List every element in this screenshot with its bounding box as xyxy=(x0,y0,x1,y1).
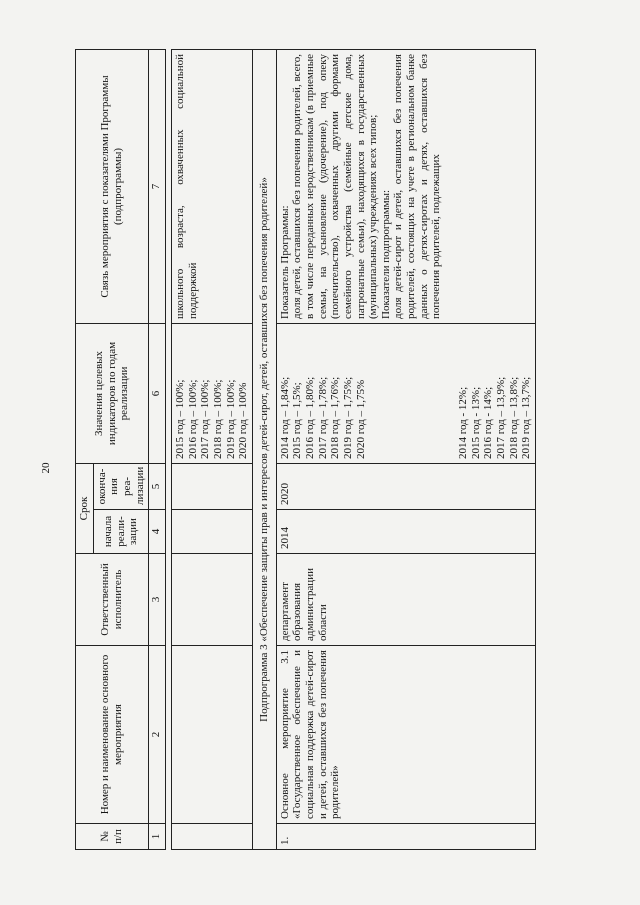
subprogram-title: Подпрограмма 3 «Обеспечение защиты прав и интересов детей-сирот, детей, оставшихся без попечения родителей» xyxy=(253,50,277,850)
table-row xyxy=(172,50,253,850)
column-number: 7 xyxy=(149,50,166,324)
subprogram-indicator-title: Показатели подпрограммы: xyxy=(379,189,392,319)
row-number: 1. xyxy=(276,824,535,850)
header-executor: Ответственный исполнитель xyxy=(76,554,149,646)
link-cell: школьного возраста, охваченных социальной поддержкой xyxy=(172,50,253,324)
column-number: 2 xyxy=(149,646,166,824)
subprogram-indicator-text: доля детей-сирот и детей, оставшихся без попечения родителей, состоящих на учете в региональном банке данных о детях-сиротах и детях, оставшихся без попечения родителей, подлежащих xyxy=(392,54,443,319)
targets-subprogram: 2014 год - 12%; 2015 год - 13%; 2016 год - 14%; 2017 год – 13,9%; 2018 год – 13,8%; 2019 год – 13,7%; xyxy=(457,376,533,459)
header-start: начала реали- зации xyxy=(93,510,149,554)
program-indicator-title: Показатель Программы: xyxy=(278,205,291,319)
program-activities-table xyxy=(75,49,536,850)
activity-name: Основное мероприятие 3.1 «Государственное обеспечение и социальная поддержка детей-сирот и детей, оставшихся без попечения родителей» xyxy=(276,646,535,824)
targets-program: 2014 год – 1,84%; 2015 год – 1,5%; 2016 год – 1,80%; 2017 год – 1,78%; 2018 год – 1,76%; 2019 год – 1,75%; 2020 год – 1,75% xyxy=(278,376,367,459)
cell-empty xyxy=(172,824,253,850)
header-end: оконча- ния реа- лизации xyxy=(93,464,149,510)
column-number: 1 xyxy=(149,824,166,850)
cell-empty xyxy=(172,554,253,646)
column-number: 5 xyxy=(149,464,166,510)
page-number: 20 xyxy=(40,462,52,474)
cell-empty xyxy=(172,646,253,824)
cell-empty xyxy=(172,510,253,554)
link-cell xyxy=(276,50,535,324)
document-table-container xyxy=(75,50,565,850)
header-targets: Значения целевых индикаторов по годам реализации xyxy=(76,324,149,464)
column-number: 6 xyxy=(149,324,166,464)
header-num: № п/п xyxy=(76,824,149,850)
executor-name: департамент образования администрации области xyxy=(276,554,535,646)
targets-cell: 2015 год – 100%; 2016 год – 100%; 2017 год – 100%; 2018 год – 100%; 2019 год – 100%; 2020 год – 100% xyxy=(172,324,253,464)
header-term: Срок xyxy=(76,464,94,554)
table-row xyxy=(276,50,535,850)
targets-cell xyxy=(276,324,535,464)
header-name: Номер и наименование основного мероприятия xyxy=(76,646,149,824)
column-number: 3 xyxy=(149,554,166,646)
column-number: 4 xyxy=(149,510,166,554)
cell-empty xyxy=(172,464,253,510)
start-year: 2014 xyxy=(276,510,535,554)
end-year: 2020 xyxy=(276,464,535,510)
program-indicator-text: доля детей, оставшихся без попечения родителей, всего, в том числе переданных неродственникам (в приемные семьи, на усыновление (удочерение), под опеку (попечительство), охваченных другими формами семейного устройства (семейные детские дома, патронатные семьи), находящихся в государственных (муниципальных) учреждениях всех типов; xyxy=(291,54,380,319)
header-link: Связь мероприятия с показателями Программы (подпрограммы) xyxy=(76,50,149,324)
